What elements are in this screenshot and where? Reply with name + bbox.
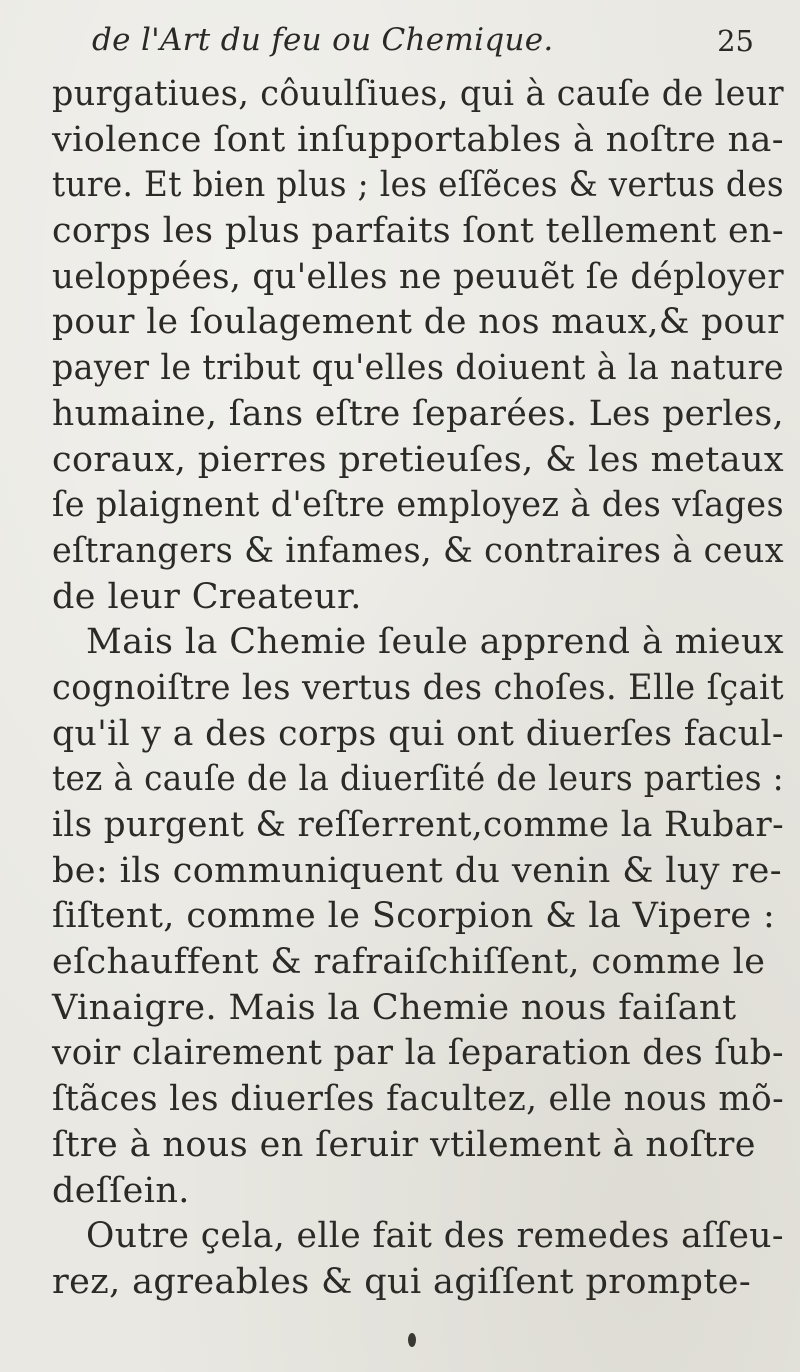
text-line: ueloppées, qu'elles ne peuuẽt ſe déployer	[52, 256, 784, 297]
text-line: ſtre à nous en ſeruir vtilement à noſtre	[52, 1124, 756, 1165]
text-line: corps les plus parfaits ſont tellement en-	[52, 211, 784, 252]
text-line: rez, agreables & qui agiſſent prompte-	[52, 1261, 752, 1302]
text-line: eſtrangers & infames, & contraires à ceux	[52, 530, 784, 571]
text-line: pour le ſoulagement de nos maux,& pour	[52, 302, 784, 343]
page-number: 25	[717, 24, 754, 58]
text-line: Vinaigre. Mais la Chemie nous faiſant	[52, 987, 737, 1028]
text-line: purgatiues, côuulſiues, qui à cauſe de leur	[52, 74, 784, 114]
text-line: ſe plaignent d'eſtre employez à des vſages	[52, 485, 784, 526]
paragraph-start-line: Mais la Chemie ſeule apprend à mieux	[86, 622, 784, 663]
ink-mark	[408, 1333, 416, 1347]
text-line: humaine, ſans eſtre ſeparées. Les perles,	[52, 393, 784, 434]
body-text	[52, 72, 784, 1306]
paragraph-start-line: Outre çela, elle fait des remedes aſſeu-	[86, 1216, 784, 1257]
running-title: de l'Art du feu ou Chemique.	[92, 22, 554, 58]
running-head	[92, 22, 770, 68]
text-line: qu'il y a des corps qui ont diuerſes facul-	[52, 713, 784, 754]
text-line: eſchauffent & rafraiſchiſſent, comme le	[52, 942, 766, 983]
text-line: voir clairement par la ſeparation des ſub-	[52, 1033, 784, 1074]
text-line: payer le tribut qu'elles doiuent à la nature	[52, 348, 784, 389]
text-line: violence ſont inſupportables à noſtre na-	[52, 119, 784, 160]
text-line: be: ils communiquent du venin & luy re-	[52, 850, 782, 891]
text-line: coraux, pierres pretieuſes, & les metaux	[52, 439, 784, 480]
text-line: tez à cauſe de la diuerſité de leurs parties :	[52, 759, 784, 800]
text-line: de leur Createur.	[52, 576, 362, 617]
text-line: cognoiſtre les vertus des choſes. Elle ſçait	[52, 667, 784, 708]
text-line: ſtãces les diuerſes facultez, elle nous mõ-	[52, 1079, 784, 1120]
text-line: ſiſtent, comme le Scorpion & la Vipere :	[52, 896, 776, 937]
text-line: ture. Et bien plus ; les eſſẽces & vertus des	[52, 165, 784, 206]
text-line: deſſein.	[52, 1170, 190, 1211]
text-line: ils purgent & reſſerrent,comme la Rubar-	[52, 805, 784, 845]
